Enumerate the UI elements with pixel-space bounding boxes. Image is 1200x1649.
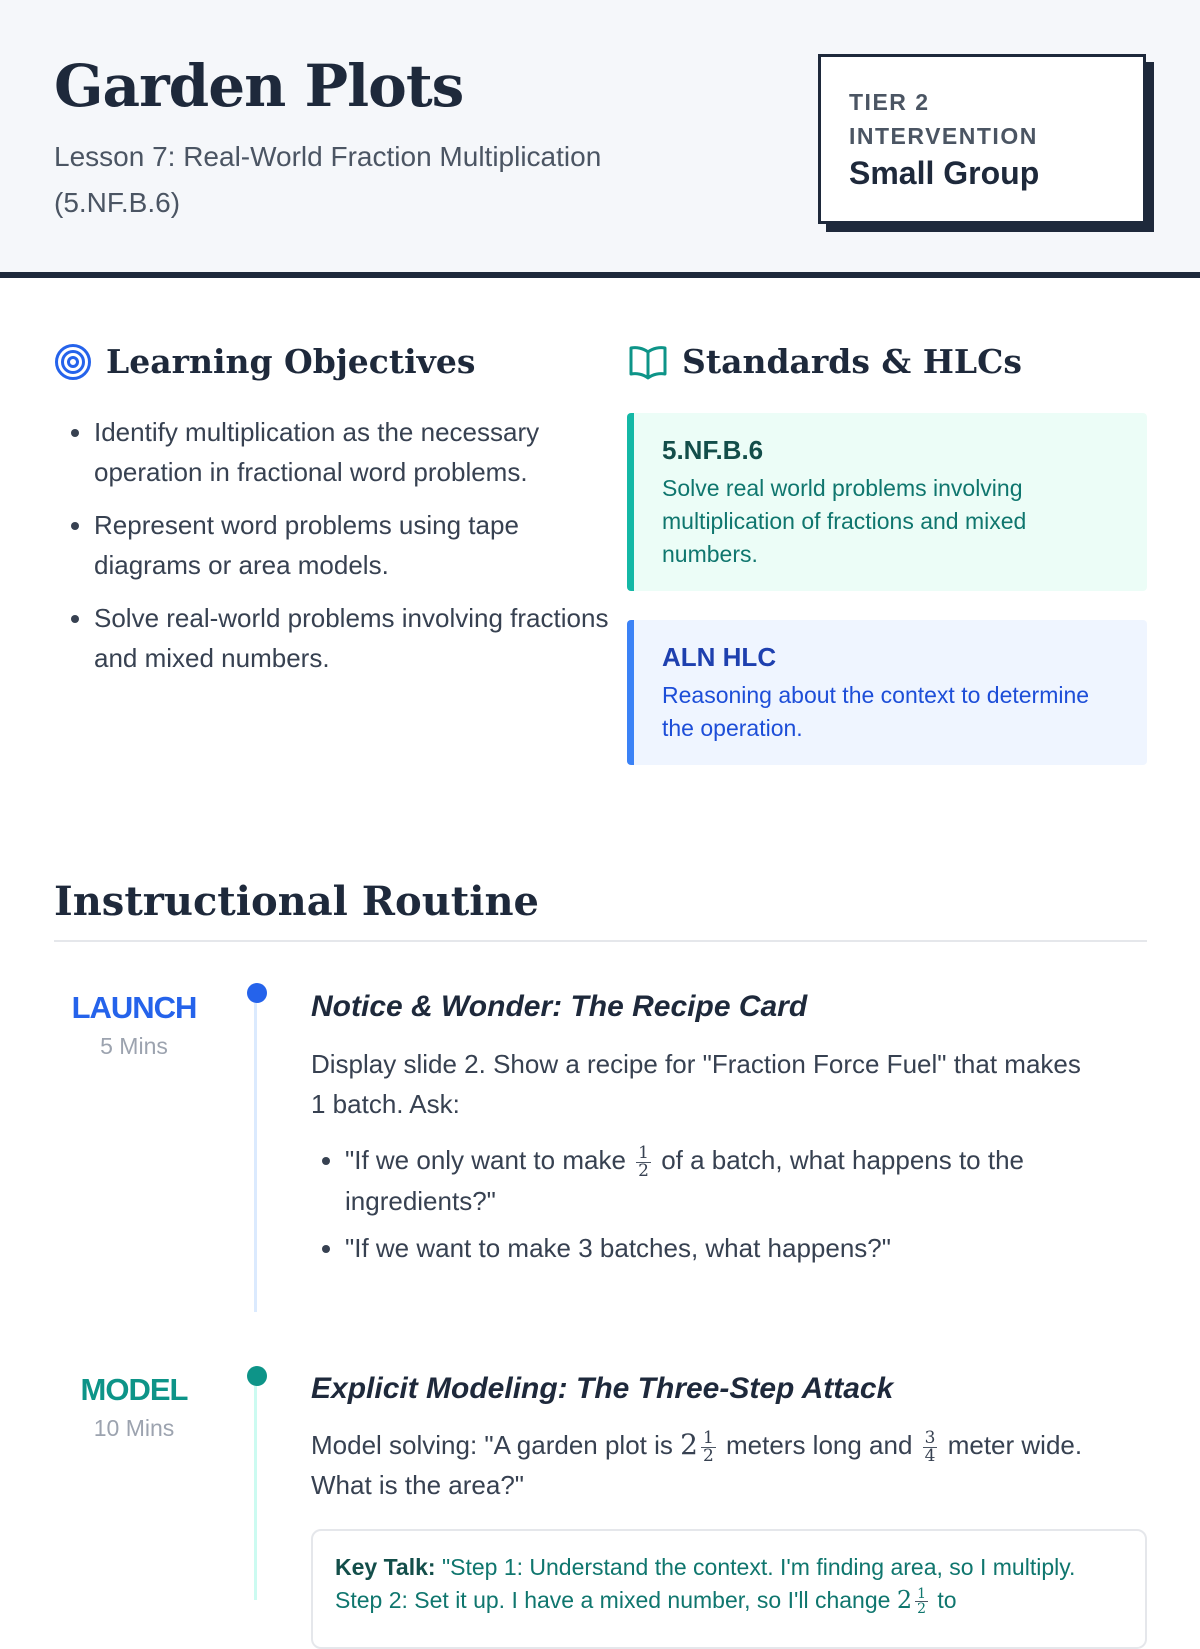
routine-title: Instructional Routine	[54, 878, 539, 925]
standards-heading	[628, 342, 1022, 381]
lesson-subtitle: Lesson 7: Real-World Fraction Multiplication (5.NF.B.6)	[54, 141, 602, 218]
timeline-line	[254, 1003, 257, 1312]
list-item: • Represent word problems using tape diagrams or area models.	[94, 505, 614, 585]
step-title: Notice & Wonder: The Recipe Card	[311, 990, 808, 1023]
standards-title: Standards & HLCs	[682, 342, 1022, 381]
fraction: $\frac{3}{4}$	[924, 1427, 936, 1466]
tier-card	[818, 54, 1146, 224]
phase-label-model: MODEL	[80, 1372, 188, 1407]
phase-label-launch: LAUNCH	[71, 990, 197, 1025]
key-talk-box: Key Talk: "Step 1: Understand the context. I'm finding area, so I multiply. Step 2: Set it up. I have a mixed number, so I'll change 2 $\frac{1}{2}$ to	[311, 1529, 1147, 1649]
list-item: • "If we only want to make $\frac{1}{2}$ of a batch, what happens to the ingredients?"	[345, 1140, 1145, 1222]
timeline-dot	[247, 983, 267, 1003]
objectives-list	[62, 412, 614, 691]
step-body: Display slide 2. Show a recipe for "Fraction Force Fuel" that makes 1 batch. Ask:	[311, 1049, 1081, 1119]
book-open-icon	[628, 344, 668, 380]
step-body: Model solving: "A garden plot is 2 $\frac{1}{2}$ meters long and $\frac{3}{4}$ meter wide. What is the area?"	[311, 1427, 1083, 1500]
standard-code: ALN HLC	[662, 642, 777, 672]
standard-card-aln-hlc	[627, 620, 1147, 765]
standard-card-5nfb6	[627, 413, 1147, 591]
phase-time: 10 Mins	[93, 1415, 175, 1441]
tier-value: Small Group	[849, 155, 1040, 191]
list-item: • "If we want to make 3 batches, what happens?"	[345, 1228, 1145, 1269]
standard-description: Solve real world problems involving multiplication of fractions and mixed numbers.	[662, 475, 1027, 567]
list-item: • Identify multiplication as the necessary operation in fractional word problems.	[94, 412, 614, 492]
objectives-title: Learning Objectives	[106, 342, 476, 381]
standard-code: 5.NF.B.6	[662, 435, 764, 465]
step-questions	[311, 1140, 1145, 1275]
key-talk-label: Key Talk:	[335, 1554, 436, 1580]
page-title: Garden Plots	[54, 52, 464, 120]
standard-description: Reasoning about the context to determine the operation.	[662, 682, 1090, 741]
fraction: $\frac{1}{2}$	[702, 1427, 714, 1466]
list-item: • Solve real-world problems involving fractions and mixed numbers.	[94, 598, 614, 678]
fraction: $\frac{1}{2}$	[638, 1142, 649, 1181]
target-icon	[54, 343, 92, 381]
objectives-heading	[54, 342, 475, 381]
timeline-dot	[247, 1366, 267, 1386]
timeline-line	[254, 1386, 257, 1600]
tier-label: TIER 2 INTERVENTION	[849, 89, 1038, 149]
divider	[54, 940, 1147, 942]
step-title: Explicit Modeling: The Three-Step Attack	[311, 1372, 894, 1405]
phase-time: 5 Mins	[100, 1033, 168, 1059]
lesson-header	[0, 0, 1200, 278]
